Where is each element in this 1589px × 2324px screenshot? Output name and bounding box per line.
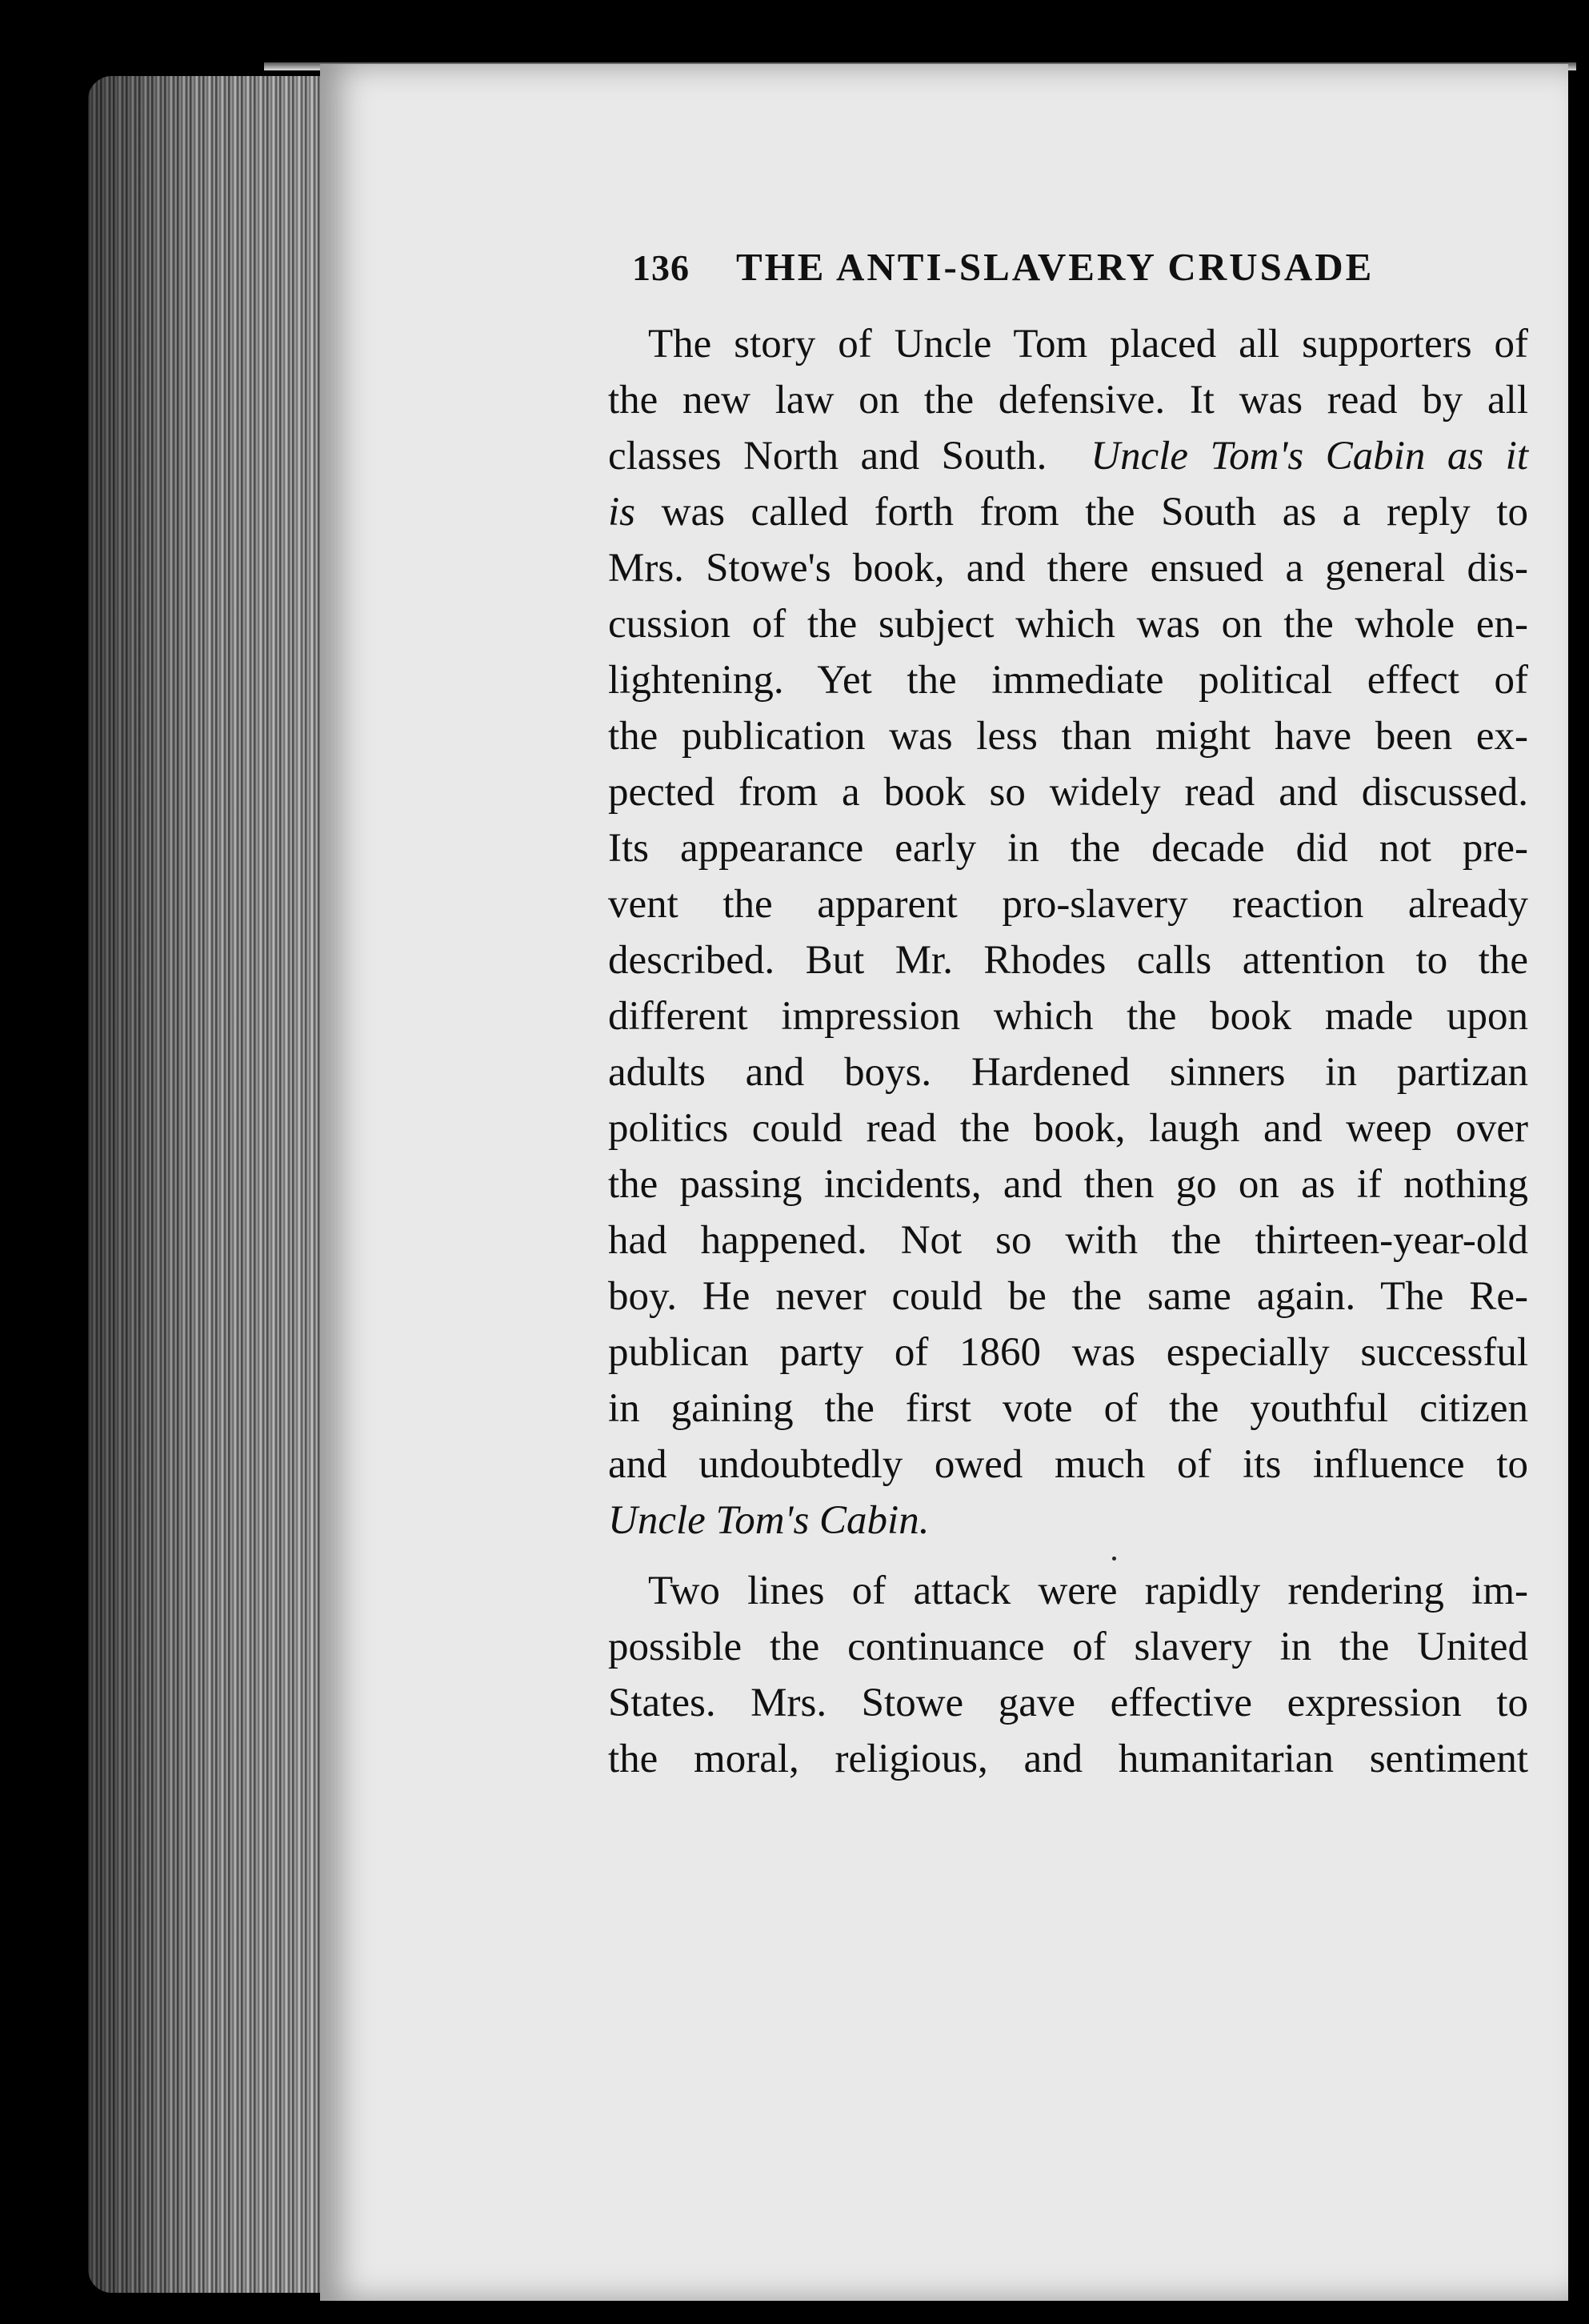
text-line [608, 428, 1528, 484]
text-line: States. Mrs. Stowe gave effective expression to [608, 1681, 1528, 1725]
running-title: THE ANTI-SLAVERY CRUSADE [736, 245, 1375, 289]
text-line: cussion of the subject which was on the whole en- [608, 602, 1528, 647]
page-edges-shadow [88, 76, 344, 2293]
text-line: the passing incidents, and then go on as if nothing [608, 1162, 1528, 1207]
text-fragment: classes North and South. [608, 434, 1047, 479]
text-line: the new law on the defensive. It was read by all [608, 378, 1528, 423]
book-title-italic: Uncle Tom's Cabin as it [1091, 434, 1528, 479]
text-line: pected from a book so widely read and discussed. [608, 770, 1528, 815]
book-title-italic: is [608, 490, 636, 535]
text-line: Mrs. Stowe's book, and there ensued a general dis- [608, 546, 1528, 591]
paragraph-gap [608, 1549, 1528, 1563]
paragraph-1 [608, 316, 1528, 1549]
text-fragment: was called forth from the South as a reply to [661, 490, 1528, 535]
text-line: the publication was less than might have been ex- [608, 714, 1528, 759]
running-head [632, 244, 1432, 300]
text-line: politics could read the book, laugh and weep over [608, 1106, 1528, 1151]
text-line: adults and boys. Hardened sinners in partizan [608, 1050, 1528, 1095]
text-line: in gaining the first vote of the youthful citizen [608, 1386, 1528, 1431]
text-line [608, 484, 1528, 540]
text-line: Its appearance early in the decade did not pre- [608, 826, 1528, 871]
text-line: had happened. Not so with the thirteen-year-old [608, 1218, 1528, 1263]
text-line: boy. He never could be the same again. The Re- [608, 1274, 1528, 1319]
text-line: publican party of 1860 was especially successful [608, 1330, 1528, 1375]
text-line: Two lines of attack were rapidly rendering im- [648, 1569, 1528, 1613]
text-line: The story of Uncle Tom placed all supporters of [648, 322, 1528, 367]
body-text [608, 316, 1528, 1787]
paragraph-2 [608, 1563, 1528, 1787]
text-line: lightening. Yet the immediate political effect of [608, 658, 1528, 703]
text-line: vent the apparent pro-slavery reaction already [608, 882, 1528, 927]
text-line: and undoubtedly owed much of its influence to [608, 1442, 1528, 1487]
text-line: described. But Mr. Rhodes calls attention to the [608, 938, 1528, 983]
dust-speck [1112, 1557, 1116, 1561]
text-line: different impression which the book made upon [608, 994, 1528, 1039]
book-title-italic: Uncle Tom's Cabin. [608, 1498, 930, 1543]
page-number: 136 [632, 247, 690, 288]
text-line: the moral, religious, and humanitarian sentiment [608, 1737, 1528, 1781]
text-line: possible the continuance of slavery in the United [608, 1625, 1528, 1669]
